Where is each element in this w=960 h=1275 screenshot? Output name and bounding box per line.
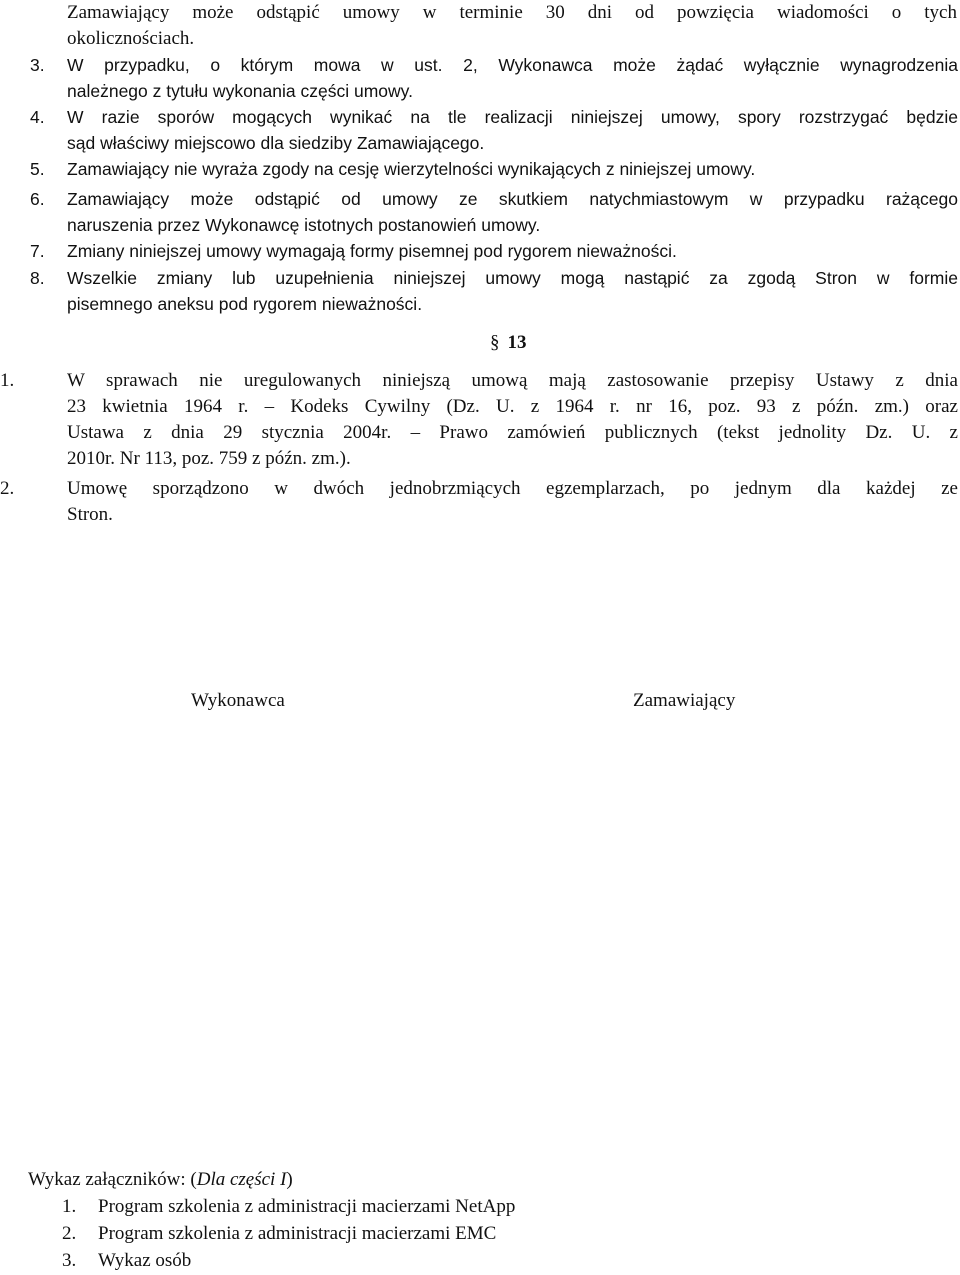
clause-line: W razie sporów mogących wynikać na tle realizacji niniejszej umowy, spory rozstrzygać będzie xyxy=(67,107,958,127)
intro-paragraph xyxy=(67,0,957,52)
clause-number: 8. xyxy=(30,268,45,288)
intro-line: Zamawiający może odstąpić umowy w terminie 30 dni od powzięcia wiadomości o tych xyxy=(67,2,957,23)
clause-line: naruszenia przez Wykonawcę istotnych postanowień umowy. xyxy=(67,215,541,235)
section-symbol: § xyxy=(490,332,500,353)
clause-number: 7. xyxy=(30,241,45,261)
signature-ordering-party: Zamawiający xyxy=(633,690,736,711)
clause-number: 6. xyxy=(30,189,45,209)
attachments-title-prefix: Wykaz załączników: ( xyxy=(28,1169,197,1190)
section-number: 13 xyxy=(507,332,527,353)
section-item-number: 1. xyxy=(0,370,15,391)
signature-contractor: Wykonawca xyxy=(191,690,285,711)
section-item-line: 2010r. Nr 113, poz. 759 z późn. zm.). xyxy=(67,448,351,469)
clause-line: Zamawiający nie wyraża zgody na cesję wierzytelności wynikających z niniejszej umowy. xyxy=(67,159,756,179)
clause-number: 4. xyxy=(30,107,45,127)
attachments-title xyxy=(28,1167,293,1193)
attachment-item xyxy=(62,1220,515,1247)
section-item-line: W sprawach nie uregulowanych niniejszą umową mają zastosowanie przepisy Ustawy z dnia xyxy=(67,370,958,391)
clause-line: sąd właściwy miejscowo dla siedziby Zamawiającego. xyxy=(67,133,485,153)
section-item-number: 2. xyxy=(0,478,15,499)
clause-line: należnego z tytułu wykonania części umowy. xyxy=(67,81,413,101)
section-item-line: 23 kwietnia 1964 r. – Kodeks Cywilny (Dz. U. z 1964 r. nr 16, poz. 93 z późn. zm.) oraz xyxy=(67,396,958,417)
clause-line: W przypadku, o którym mowa w ust. 2, Wykonawca może żądać wyłącznie wynagrodzenia xyxy=(67,55,958,75)
attachments-title-suffix: ) xyxy=(286,1169,293,1190)
attachments-title-italic: Dla części I xyxy=(196,1169,287,1190)
attachment-number: 1. xyxy=(62,1196,77,1217)
section-heading xyxy=(490,330,527,356)
clause-number: 3. xyxy=(30,55,45,75)
attachment-number: 3. xyxy=(62,1250,77,1271)
attachment-item xyxy=(62,1193,515,1220)
attachment-text: Program szkolenia z administracji macierzami NetApp xyxy=(98,1196,516,1217)
clause-line: Wszelkie zmiany lub uzupełnienia niniejszej umowy mogą nastąpić za zgodą Stron w formie xyxy=(67,268,958,288)
attachments-list xyxy=(62,1193,515,1274)
clause-line: pisemnego aneksu pod rygorem nieważności. xyxy=(67,294,423,314)
clause-line: Zmiany niniejszej umowy wymagają formy pisemnej pod rygorem nieważności. xyxy=(67,241,677,261)
section-item-line: Stron. xyxy=(67,504,113,525)
attachment-text: Wykaz osób xyxy=(98,1250,192,1271)
section-item-line: Umowę sporządzono w dwóch jednobrzmiących egzemplarzach, po jednym dla każdej ze xyxy=(67,478,958,499)
clause-number: 5. xyxy=(30,159,45,179)
attachment-number: 2. xyxy=(62,1223,77,1244)
section-item-line: Ustawa z dnia 29 stycznia 2004r. – Prawo zamówień publicznych (tekst jednolity Dz. U. z xyxy=(67,422,958,443)
attachment-text: Program szkolenia z administracji macierzami EMC xyxy=(98,1223,497,1244)
clause-line: Zamawiający może odstąpić od umowy ze skutkiem natychmiastowym w przypadku rażącego xyxy=(67,189,958,209)
attachment-item xyxy=(62,1247,515,1274)
intro-line: okolicznościach. xyxy=(67,28,195,49)
